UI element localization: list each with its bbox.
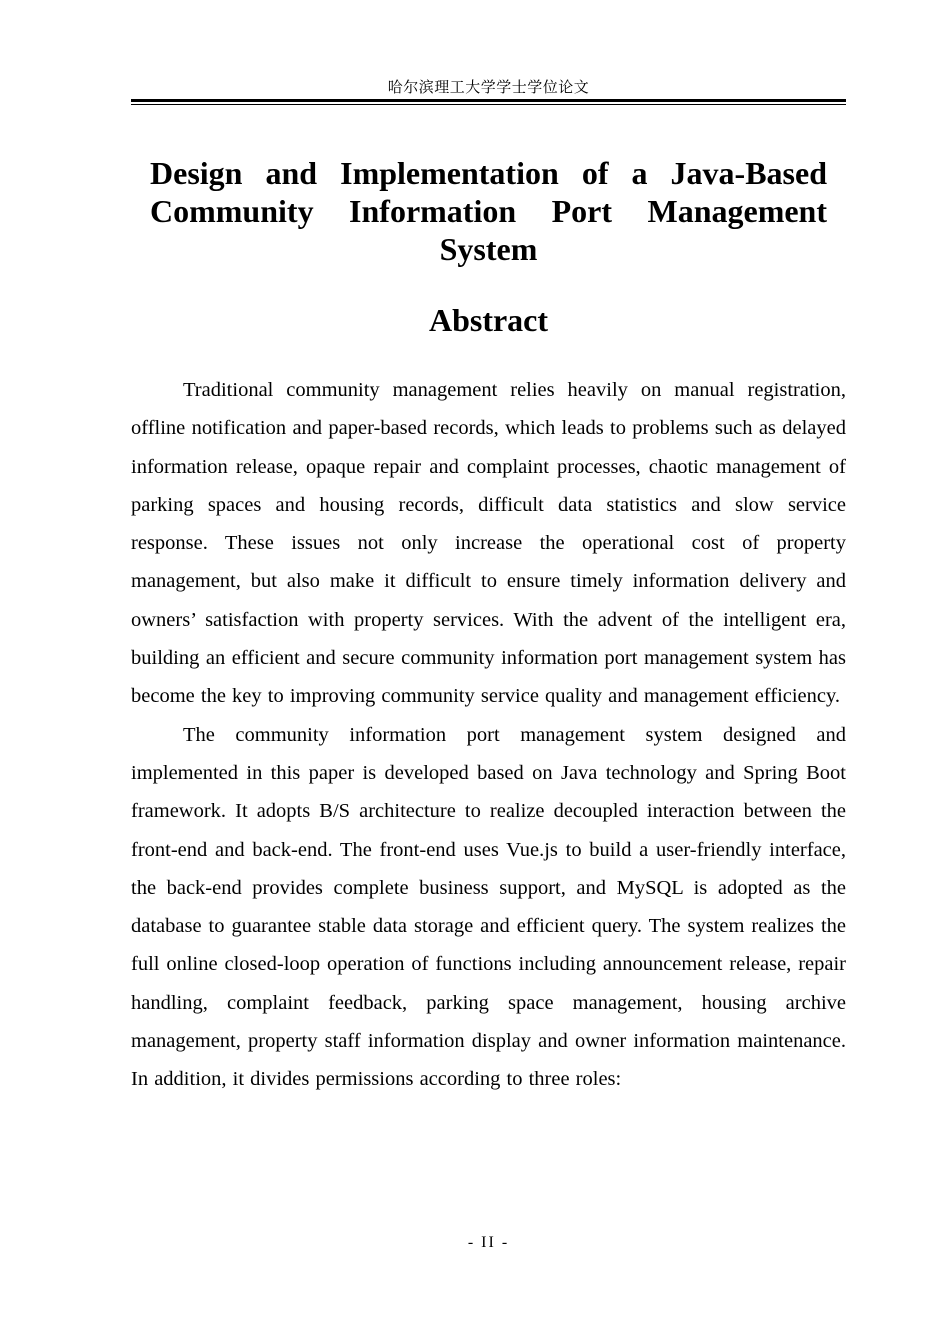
running-header: 哈尔滨理工大学学士学位论文 bbox=[387, 80, 590, 96]
page-number: - II - bbox=[467, 1234, 510, 1251]
paper-title: Design and Implementation of a Java-Based Community Information Port Management System bbox=[150, 155, 827, 267]
abstract-heading: Abstract bbox=[428, 302, 549, 338]
header-rule-thin bbox=[131, 104, 846, 105]
abstract-paragraph: Traditional community management relies heavily on manual registration, offline notification and paper-based records, which leads to problems such as delayed information release, opaque repair and complaint processes, chaotic management of parking spaces and housing records, difficult data statistics and slow service response. These issues not only increase the operational cost of property management, but also make it difficult to ensure timely information delivery and owners’ satisfaction with property services. With the advent of the intelligent era, building an efficient and secure community information port management system has become the key to improving community service quality and management efficiency. bbox=[131, 379, 846, 708]
abstract-body bbox=[131, 371, 846, 1099]
abstract-paragraph: The community information port management system designed and implemented in this paper is developed based on Java technology and Spring Boot framework. It adopts B/S architecture to realize decoupled interaction between the front-end and back-end. The front-end uses Vue.js to build a user-friendly interface, the back-end provides complete business support, and MySQL is adopted as the database to guarantee stable data storage and efficient query. The system realizes the full online closed-loop operation of functions including announcement release, repair handling, complaint feedback, parking space management, housing archive management, property staff information display and owner information maintenance. In addition, it divides permissions according to three roles: bbox=[131, 723, 846, 1091]
header-rule-thick bbox=[131, 99, 846, 102]
